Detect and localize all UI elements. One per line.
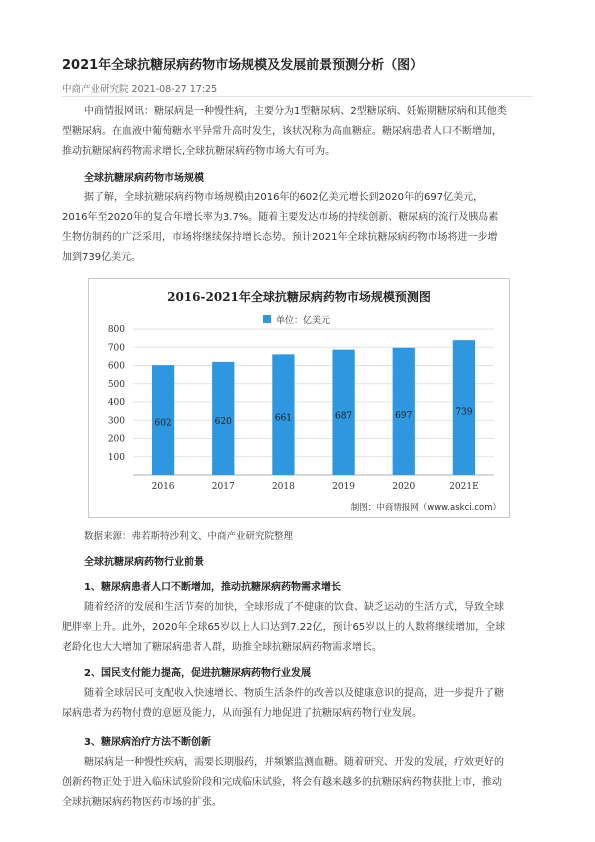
x-tick-label: 2017	[211, 482, 235, 492]
y-tick-label: 300	[107, 416, 125, 427]
point1-heading: 1、糖尿病患者人口不断增加，推动抗糖尿病药物需求增长	[84, 582, 341, 593]
y-tick-label: 700	[107, 343, 125, 354]
intro-line: 型糖尿病。在血液中葡萄糖水平异常升高时发生，该状况称为高血糖症。糖尿病患者人口不断增加，	[62, 126, 502, 137]
bar-value-label: 661	[274, 413, 293, 424]
x-tick-label: 2019	[332, 482, 356, 492]
article-title: 2021年全球抗糖尿病药物市场规模及发展前景预测分析（图）	[62, 58, 424, 73]
x-tick-label: 2021E	[449, 482, 479, 492]
bar-value-label: 687	[334, 411, 353, 422]
point2-line: 随着全球居民可支配收入快速增长、物质生活条件的改善以及健康意识的提高，进一步提升了糖	[84, 688, 504, 699]
y-tick-label: 800	[107, 325, 125, 335]
point1-line: 肥胖率上升。此外，2020年全球65岁以上人口达到7.22亿，预计65岁以上的人数将继续增加，全球	[62, 622, 506, 633]
point3-line: 糖尿病是一种慢性疾病，需要长期服药，并频繁监测血糖。随着研究、开发的发展，疗效更好的	[84, 757, 504, 768]
data-source: 数据来源：弗若斯特沙利文、中商产业研究院整理	[84, 531, 294, 542]
bar-value-label: 739	[455, 407, 473, 418]
chart-title: 2016-2021年全球抗糖尿病药物市场规模预测图	[167, 290, 431, 304]
bar-value-label: 697	[395, 410, 413, 421]
section2-heading: 全球抗糖尿病药物行业前景	[84, 557, 204, 568]
point2-heading: 2、国民支付能力提高，促进抗糖尿病药物行业发展	[84, 668, 311, 679]
point3-paragraph	[62, 753, 537, 813]
point1-paragraph	[62, 598, 537, 658]
section1-line: 加到739亿美元。	[62, 252, 142, 263]
chart-svg	[89, 279, 509, 517]
point3-line: 全球抗糖尿病药物医药市场的扩张。	[62, 797, 222, 808]
section1-paragraph	[62, 188, 537, 268]
grid-layer	[133, 329, 494, 475]
bar-value-label: 620	[214, 417, 232, 428]
market-size-chart	[88, 278, 510, 518]
legend-swatch	[263, 315, 271, 323]
article-source-line: 中商产业研究院 2021-08-27 17:25	[62, 84, 218, 95]
point2-paragraph	[62, 684, 537, 724]
section1-line: 生物仿制药的广泛采用，市场将继续保持增长态势。预计2021年全球抗糖尿病药物市场将进一步增	[62, 232, 498, 243]
y-tick-label: 200	[107, 434, 125, 445]
chart-credit: 制图：中商情报网（www.askci.com）	[350, 503, 501, 513]
point1-line: 老龄化也大大增加了糖尿病患者人群，助推全球抗糖尿病药物需求增长。	[62, 642, 382, 653]
x-tick-label: 2018	[271, 482, 295, 492]
point3-line: 创新药物正处于进入临床试验阶段和完成临床试验，将会有越来越多的抗糖尿病药物获批上市，推动	[62, 777, 502, 788]
section1-heading: 全球抗糖尿病药物市场规模	[84, 173, 204, 184]
intro-line: 中商情报网讯：糖尿病是一种慢性病，主要分为1型糖尿病、2型糖尿病、妊娠期糖尿病和其他类	[84, 106, 507, 117]
legend-label: 单位：亿美元	[276, 316, 331, 326]
point3-heading: 3、糖尿病治疗方法不断创新	[84, 737, 211, 748]
y-tick-label: 500	[107, 379, 125, 390]
x-tick-label: 2016	[151, 482, 175, 492]
bar-layer	[152, 340, 475, 475]
section1-line: 2016年至2020年的复合年增长率为3.7%。随着主要发达市场的持续创新、糖尿病的流行及胰岛素	[62, 212, 499, 223]
y-tick-label: 400	[107, 398, 125, 408]
x-tick-label: 2020	[392, 482, 416, 492]
point2-line: 尿病患者为药物付费的意愿及能力，从而强有力地促进了抗糖尿病药物行业发展。	[62, 708, 422, 719]
y-tick-label: 600	[107, 361, 125, 372]
y-tick-label: 100	[107, 452, 125, 463]
intro-line: 推动抗糖尿病药物需求增长,全球抗糖尿病药物市场大有可为。	[62, 146, 336, 157]
section1-line: 据了解，全球抗糖尿病药物市场规模由2016年的602亿美元增长到2020年的697亿美元，	[84, 192, 484, 203]
point1-line: 随着经济的发展和生活节奏的加快，全球形成了不健康的饮食、缺乏运动的生活方式，导致全球	[84, 602, 504, 613]
divider	[62, 96, 532, 97]
intro-paragraph	[62, 102, 537, 162]
bar-value-label: 602	[154, 418, 172, 429]
